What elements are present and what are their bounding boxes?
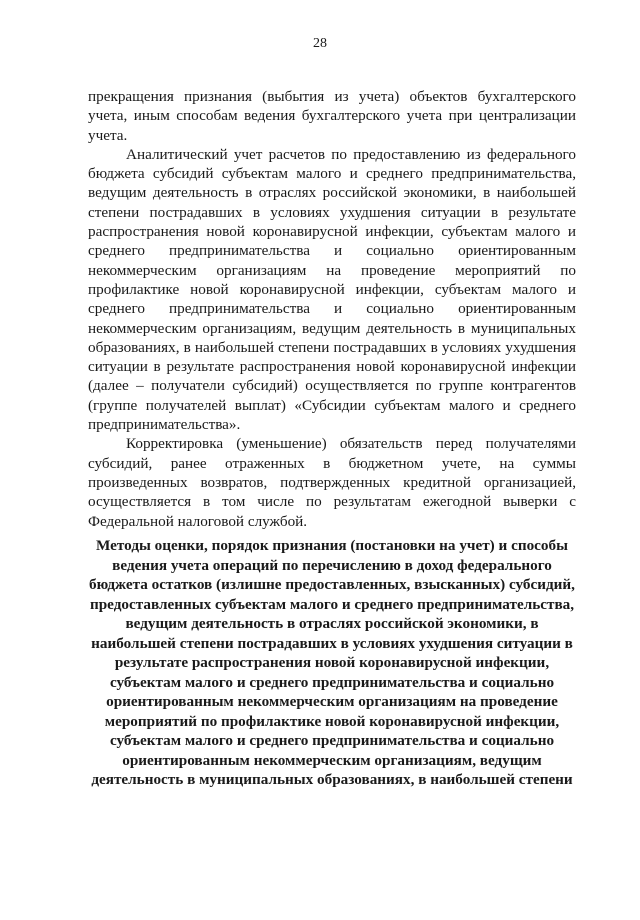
section-heading: Методы оценки, порядок признания (постановки на учет) и способы ведения учета операций по перечислению в доход федерального бюджета остатков (излишне предоставленных, взысканных) субсидий, предоставленных субъектам малого и среднего предпринимательства, ведущим деятельность в отраслях российской экономики, в наибольшей степени пострадавших в условиях ухудшения ситуации в результате распространения новой коронавирусной инфекции, субъектам малого и среднего предпринимательства и социально ориентированным некоммерческим организациям на проведение мероприятий по профилактике новой коронавирусной инфекции, субъектам малого и среднего предпринимательства и социально ориентированным некоммерческим организациям, ведущим деятельность в муниципальных образованиях, в наибольшей степени bbox=[89, 537, 575, 788]
paragraph-analytical-accounting: Аналитический учет расчетов по предоставлению из федерального бюджета субсидий субъектам малого и среднего предпринимательства, ведущим деятельность в отраслях российской экономики, в наибольшей степени пострадавших в условиях ухудшения ситуации в результате распространения новой коронавирусной инфекции, субъектам малого и среднего предпринимательства и социально ориентированным некоммерческим организациям на проведение мероприятий по профилактике новой коронавирусной инфекции, субъектам малого и среднего предпринимательства и социально ориентированным некоммерческим организациям, ведущим деятельность в муниципальных образованиях, в наибольшей степени пострадавших в условиях ухудшения ситуации в результате распространения новой коронавирусной инфекции (далее – получатели субсидий) осуществляется по группе контрагентов (группе получателей выплат) «Субсидии субъектам малого и среднего предпринимательства». bbox=[88, 145, 576, 434]
body-text bbox=[88, 87, 576, 531]
paragraph-continuation: прекращения признания (выбытия из учета) объектов бухгалтерского учета, иным способам ведения бухгалтерского учета при централизации учета. bbox=[88, 88, 576, 144]
paragraph-obligation-adjustment: Корректировка (уменьшение) обязательств перед получателями субсидий, ранее отраженных в бюджетном учете, на суммы произведенных возвратов, подтвержденных кредитной организацией, осуществляется в том числе по результатам ежегодной выверки с Федеральной налоговой службой. bbox=[88, 435, 576, 530]
page-number: 28 bbox=[313, 36, 327, 51]
